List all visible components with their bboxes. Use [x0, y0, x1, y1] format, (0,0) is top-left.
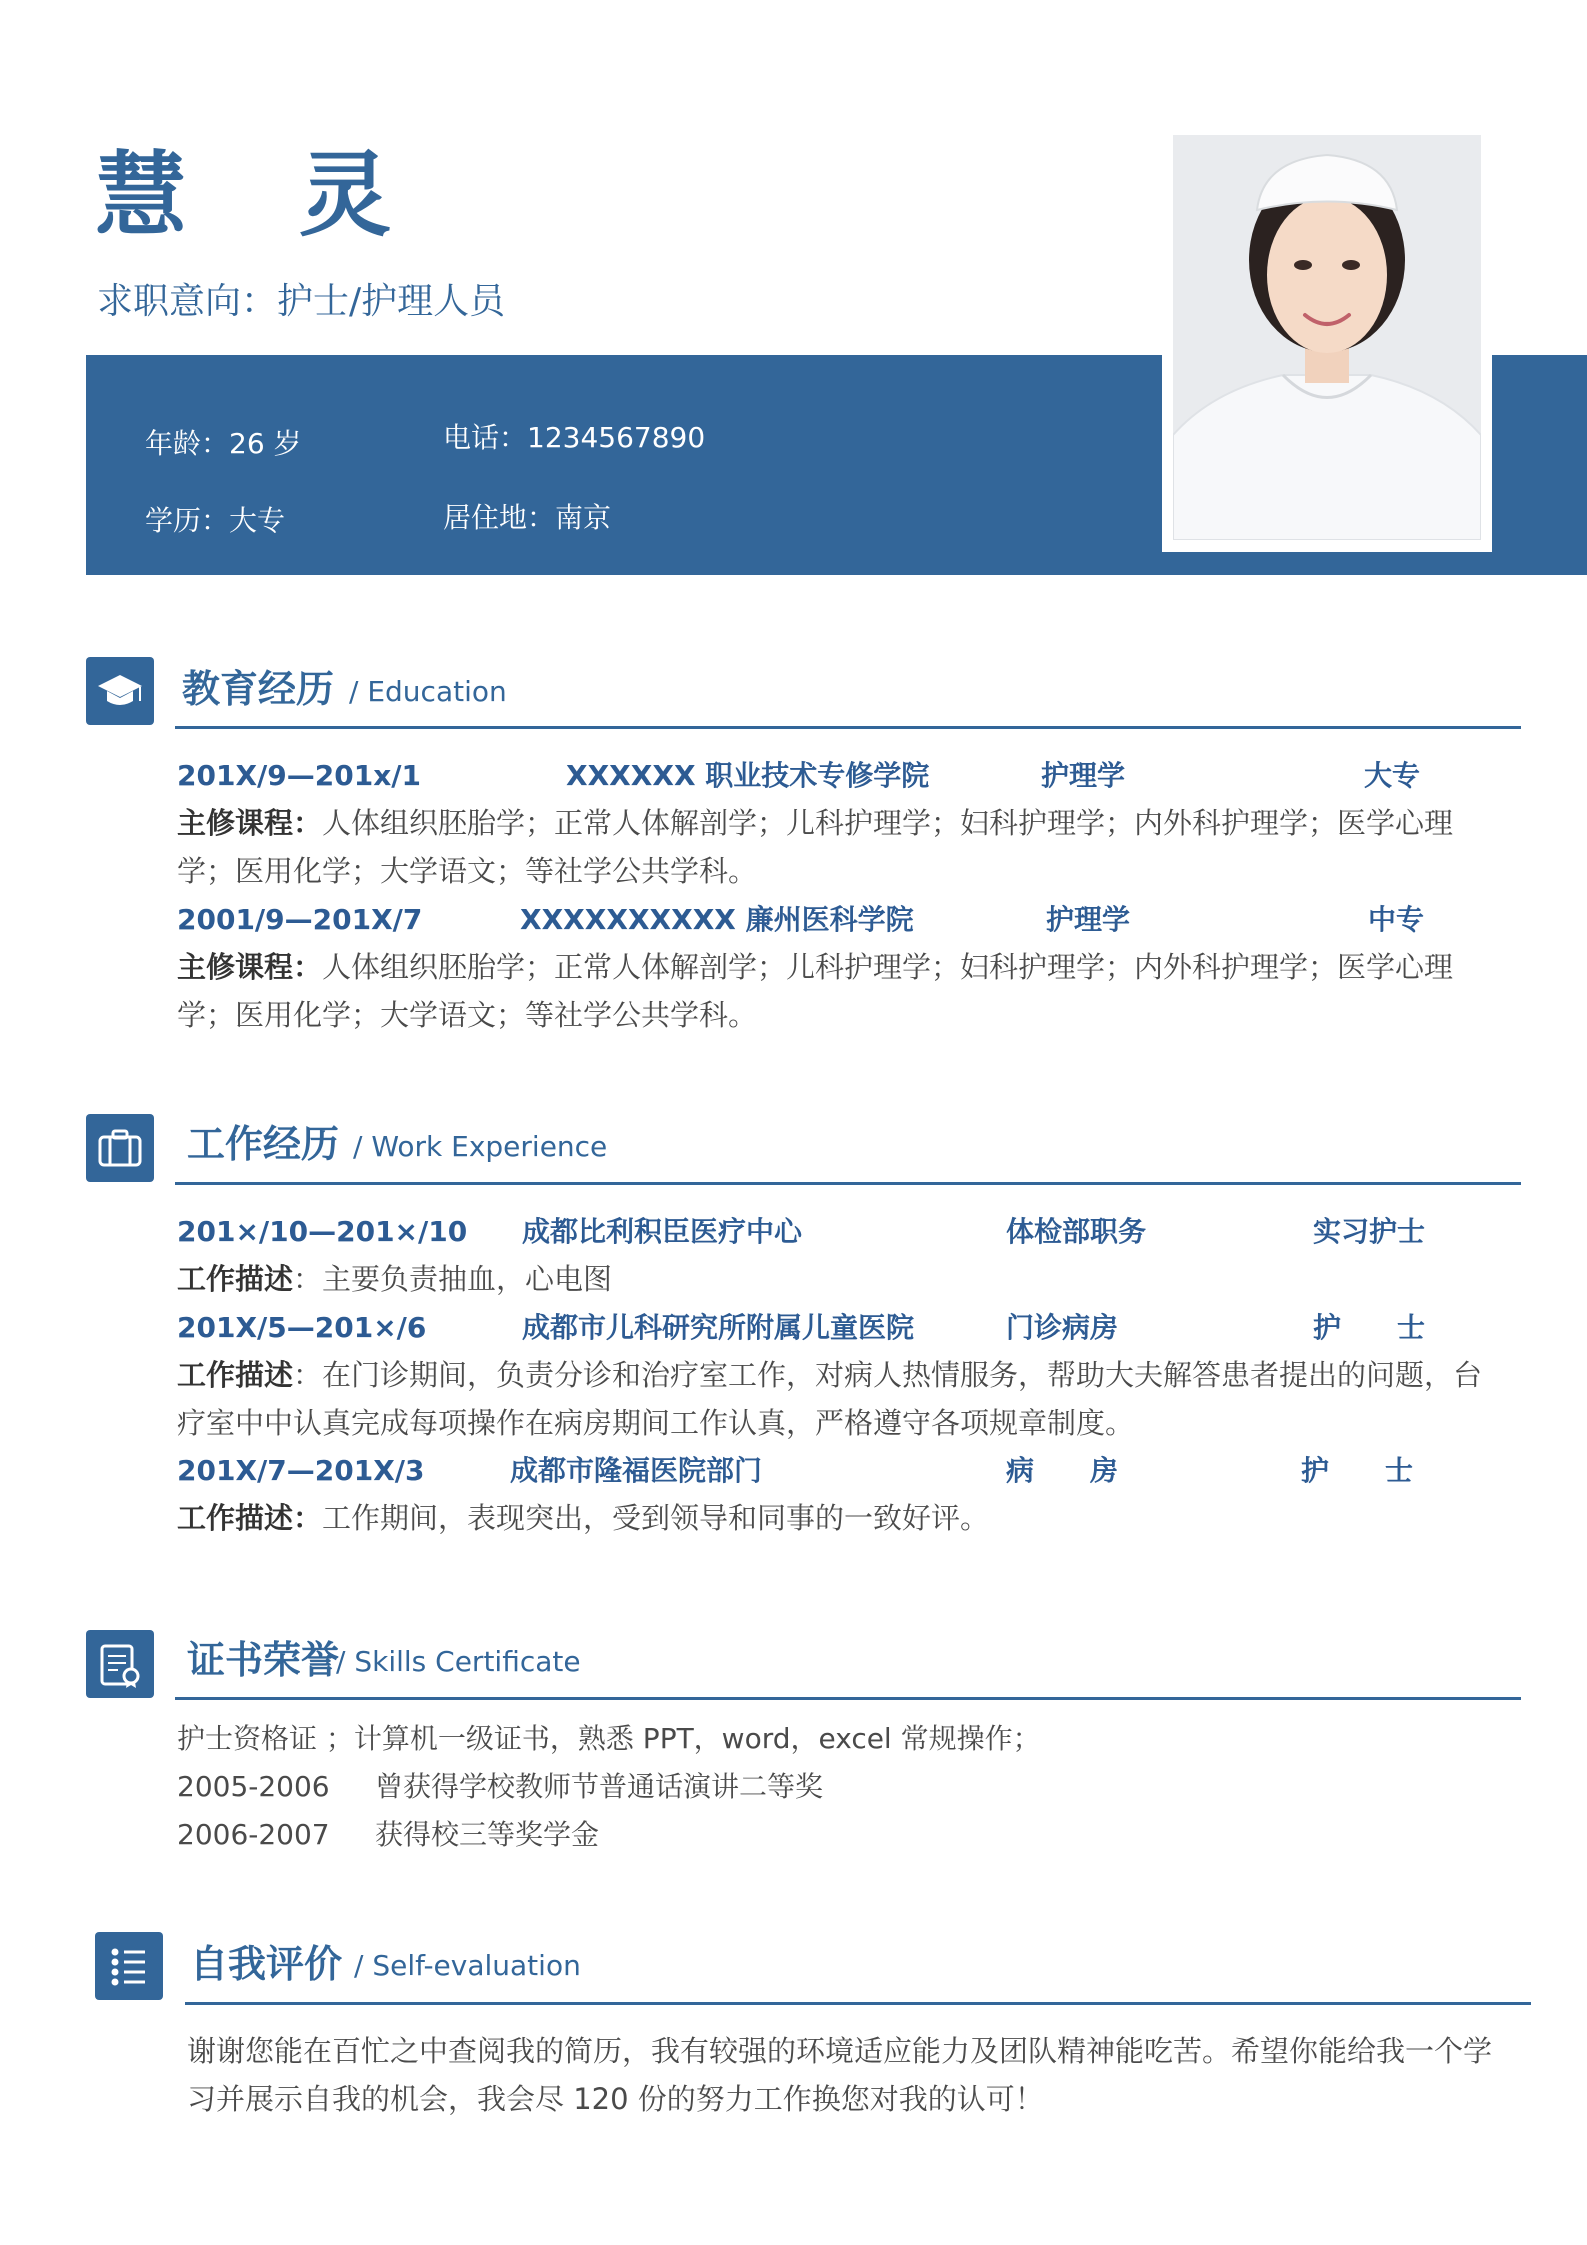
self-evaluation-text: 谢谢您能在百忙之中查阅我的简历，我有较强的环境适应能力及团队精神能吃苦。希望你能给我一个学习并展示自我的机会，我会尽 120 份的努力工作换您对我的认可！	[187, 2034, 1493, 2116]
work-1-role: 实习护士	[1313, 1215, 1426, 1248]
edu-2-degree: 中专	[1368, 903, 1425, 936]
edu-1-major: 护理学	[1041, 759, 1126, 792]
edu-1-degree: 大专	[1364, 759, 1421, 792]
work-1-org: 成都比利积臣医疗中心	[522, 1215, 803, 1248]
education-subtitle: / Education	[349, 675, 507, 708]
graduation-cap-icon	[86, 657, 154, 725]
work-3-label: 工作描述：	[177, 1501, 323, 1535]
work-3-org: 成都市隆福医院部门	[510, 1454, 763, 1487]
cert-year-1: 2005-2006	[177, 1770, 330, 1803]
work-3-role: 护 士	[1301, 1454, 1414, 1487]
work-3-dept: 病 房	[1006, 1454, 1119, 1487]
work-3-text: 工作期间，表现突出，受到领导和同事的一致好评。	[322, 1501, 990, 1535]
work-1-desc	[177, 1255, 1507, 1303]
edu-1-courses	[177, 799, 1507, 895]
work-2-org: 成都市儿科研究所附属儿童医院	[522, 1311, 915, 1344]
education-title: 教育经历	[182, 667, 335, 711]
briefcase-icon	[86, 1114, 154, 1182]
work-2-date: 201X/5—201×/6	[177, 1311, 427, 1344]
edu-1-date: 201X/9—201x/1	[177, 759, 421, 792]
job-intent: 求职意向：护士/护理人员	[97, 281, 506, 322]
self-divider	[185, 2002, 1531, 2005]
cert-award-1: 曾获得学校教师节普通话演讲二等奖	[375, 1770, 824, 1803]
info-age: 年龄：26 岁	[145, 427, 302, 460]
edu-2-label: 主修课程：	[177, 950, 323, 984]
edu-2-date: 2001/9—201X/7	[177, 903, 423, 936]
cert-year-2: 2006-2007	[177, 1818, 330, 1851]
self-title: 自我评价	[190, 1942, 343, 1986]
edu-1-school: XXXXXX 职业技术专修学院	[566, 759, 930, 792]
self-subtitle: / Self-evaluation	[354, 1949, 581, 1982]
work-1-label: 工作描述	[177, 1262, 294, 1296]
certificate-icon	[86, 1630, 154, 1698]
work-2-label: 工作描述	[177, 1358, 294, 1392]
edu-2-school: XXXXXXXXXX 廉州医科学院	[520, 903, 914, 936]
candidate-name: 慧 灵	[95, 142, 432, 249]
edu-1-label: 主修课程：	[177, 806, 323, 840]
cert-divider	[175, 1697, 1521, 1700]
work-1-text: ：主要负责抽血，心电图	[293, 1262, 613, 1296]
work-title: 工作经历	[187, 1122, 340, 1166]
cert-subtitle: / Skills Certificate	[336, 1645, 581, 1678]
work-subtitle: / Work Experience	[353, 1130, 608, 1163]
cert-line-1: 护士资格证 ；计算机一级证书，熟悉 PPT，word，excel 常规操作；	[177, 1722, 1041, 1755]
list-icon	[95, 1932, 163, 2000]
education-divider	[175, 726, 1521, 729]
edu-2-text: 人体组织胚胎学；正常人体解剖学；儿科护理学；妇科护理学；内外科护理学；医学心理学；医用化学；大学语文；等社学公共学科。	[177, 950, 1454, 1032]
edu-2-courses	[177, 943, 1507, 1039]
work-2-text: ：在门诊期间，负责分诊和治疗室工作，对病人热情服务，帮助大夫解答患者提出的问题，台疗室中中认真完成每项操作在病房期间工作认真，严格遵守各项规章制度。	[177, 1358, 1483, 1440]
info-education: 学历：大专	[145, 504, 286, 537]
work-1-date: 201×/10—201×/10	[177, 1215, 468, 1248]
work-2-desc	[177, 1351, 1507, 1447]
work-1-dept: 体检部职务	[1006, 1215, 1147, 1248]
work-3-date: 201X/7—201X/3	[177, 1454, 425, 1487]
work-2-role: 护 士	[1313, 1311, 1426, 1344]
cert-award-2: 获得校三等奖学金	[375, 1818, 600, 1851]
work-divider	[175, 1182, 1521, 1185]
profile-photo	[1173, 135, 1481, 540]
info-residence: 居住地：南京	[443, 501, 612, 534]
edu-1-text: 人体组织胚胎学；正常人体解剖学；儿科护理学；妇科护理学；内外科护理学；医学心理学；医用化学；大学语文；等社学公共学科。	[177, 806, 1454, 888]
cert-title: 证书荣誉	[187, 1638, 340, 1682]
work-3-desc	[177, 1494, 1507, 1542]
edu-2-major: 护理学	[1046, 903, 1131, 936]
work-2-dept: 门诊病房	[1006, 1311, 1119, 1344]
info-phone: 电话：1234567890	[443, 421, 706, 454]
